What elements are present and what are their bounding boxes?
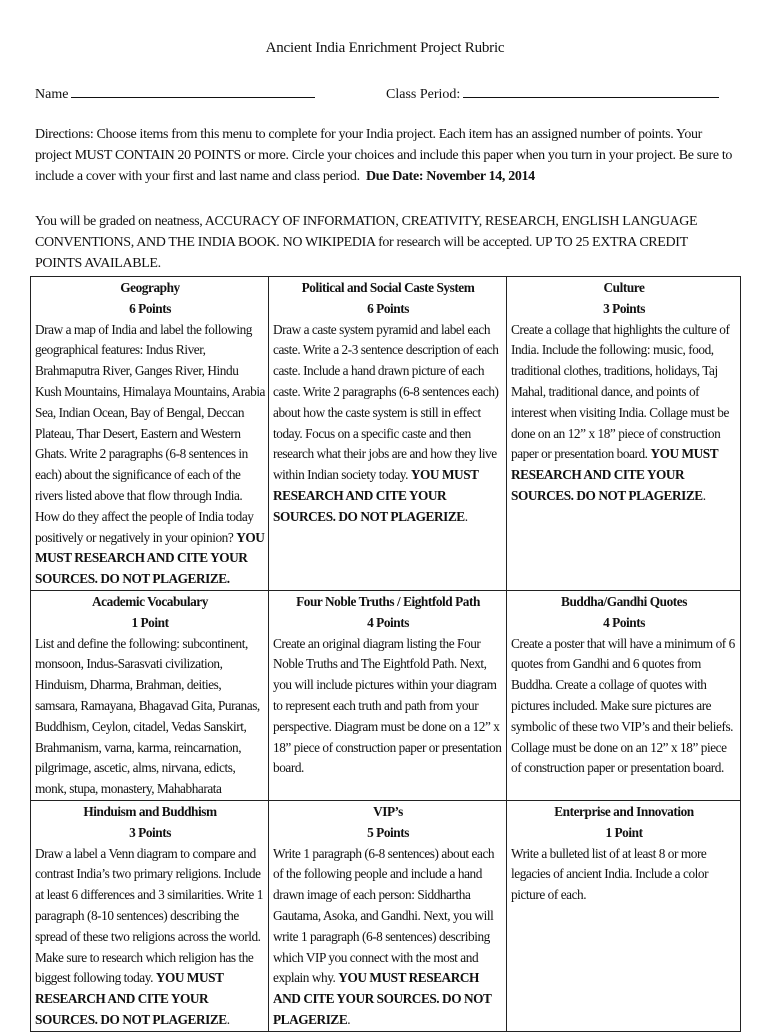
choice-points: 5 Points [367, 824, 409, 840]
choice-description [273, 634, 503, 780]
choice-text: Draw a map of India and label the following geographical features: Indus River, Brahmaputra River, Ganges River, Hindu Kush Mountains, Himalaya Mountains, Arabia Sea, Indian Ocean, Bay of Bengal, Deccan Plateau, Thar Desert, Eastern and Western Ghats. Write 2 paragraphs (6-8 sentences in each) about the significance of each of the rivers listed above that flow through India. How do they affect the people of India today positively or negatively in your opinion? [35, 321, 266, 545]
choice-points: 1 Point [605, 824, 643, 840]
name-blank-line[interactable] [71, 83, 315, 98]
name-field[interactable] [35, 83, 315, 103]
trailing-punctuation: . [347, 1011, 351, 1027]
choice-text: Create a collage that highlights the culture of India. Include the following: music, food, traditional clothes, traditions, holidays, Taj Mahal, traditional dance, and points of interest when visiting India. Collage must be done on an 12” x 18” piece of construction paper or presentation board. [511, 321, 730, 462]
choice-title: Enterprise and Innovation [554, 803, 694, 819]
choice-title: Academic Vocabulary [92, 593, 208, 609]
choice-text: List and define the following: subcontinent, monsoon, Indus-Sarasvati civilization, Hinduism, Dharma, Brahman, deities, samsara, Ramayana, Bhagavad Gita, Puranas, Buddhism, Ceylon, citadel, Vedas Sanskirt, Brahmanism, varna, karma, reincarnation, pilgrimage, ascetic, alms, nirvana, edicts, monk, stupa, monastery, Mahabharata [35, 635, 260, 797]
choice-title: Buddha/Gandhi Quotes [561, 593, 687, 609]
choice-title: Hinduism and Buddhism [83, 803, 217, 819]
rubric-choice-cell[interactable] [31, 800, 269, 1031]
rubric-choice-cell[interactable] [31, 277, 269, 591]
choice-text: Create an original diagram listing the Four Noble Truths and The Eightfold Path. Next, you will include pictures within your diagram to represent each truth and path from your perspective. Diagram must be done on a 12” x 18” piece of construction paper or presentation board. [273, 635, 502, 776]
choice-points: 4 Points [367, 614, 409, 630]
rubric-choice-cell[interactable] [269, 277, 507, 591]
trailing-punctuation: . [702, 487, 706, 503]
choice-text: Create a poster that will have a minimum of 6 quotes from Gandhi and 6 quotes from Buddha. Create a collage of quotes with pictures included. Make sure pictures are symbolic of these two VIP’s and their beliefs. Collage must be done on an 12” x 18” piece of construction paper or presentation board. [511, 635, 735, 776]
choice-description [35, 634, 265, 800]
choice-title: VIP’s [373, 803, 403, 819]
choice-description [35, 844, 265, 1031]
rubric-row [31, 277, 741, 591]
citation-warning: YOU MUST RESEARCH AND CITE YOUR SOURCES. DO NOT PLAGERIZE [273, 467, 479, 524]
rubric-table [30, 276, 741, 1032]
class-period-label: Class Period: [386, 87, 461, 102]
directions-text: Directions: Choose items from this menu to complete for your India project. Each item has an assigned number of points. Your project MUST CONTAIN 20 POINTS or more. Circle your choices and include this paper when you turn in your project. Be sure to include a cover with your first and last name and class period. [35, 127, 733, 184]
choice-points: 1 Point [131, 614, 169, 630]
choice-text: Draw a caste system pyramid and label each caste. Write a 2-3 sentence description of each caste. Include a hand drawn picture of each caste. Write 2 paragraphs (6-8 sentences each) about how the caste system is still in effect today. Focus on a specific caste and then research what their jobs are and how they live within Indian society today. [273, 321, 499, 483]
citation-warning: YOU MUST RESEARCH AND CITE YOUR SOURCES. DO NOT PLAGERIZE. [35, 529, 265, 587]
rubric-choice-cell[interactable] [507, 800, 741, 1031]
directions-paragraph [35, 124, 735, 187]
rubric-choice-cell[interactable] [507, 277, 741, 591]
rubric-choice-cell[interactable] [507, 590, 741, 800]
class-period-field[interactable] [386, 83, 719, 103]
grading-paragraph: You will be graded on neatness, ACCURACY OF INFORMATION, CREATIVITY, RESEARCH, ENGLISH LANGUAGE CONVENTIONS, AND THE INDIA BOOK. NO WIKIPEDIA for research will be accepted. UP TO 25 EXTRA CREDIT POINTS AVAILABLE. [35, 214, 698, 271]
citation-warning: YOU MUST RESEARCH AND CITE YOUR SOURCES. DO NOT PLAGERIZE [511, 446, 718, 503]
choice-description [511, 844, 737, 906]
choice-title: Four Noble Truths / Eightfold Path [296, 593, 480, 609]
choice-title: Political and Social Caste System [301, 280, 475, 295]
choice-description [273, 320, 503, 528]
choice-text: Draw a label a Venn diagram to compare and contrast India’s two primary religions. Include at least 6 differences and 3 similarities. Write 1 paragraph (8-10 sentences) describing the spread of these two religions across the world. Make sure to research which religion has the biggest following today. [35, 845, 263, 986]
choice-description [511, 634, 737, 780]
trailing-punctuation: . [226, 1011, 230, 1027]
choice-points: 4 Points [603, 614, 645, 630]
rubric-choice-cell[interactable] [269, 590, 507, 800]
choice-text: Write 1 paragraph (6-8 sentences) about each of the following people and include a hand drawn image of each person: Siddhartha Gautama, Asoka, and Gandhi. Next, you will write 1 paragraph (6-8 sentences) describing which VIP you connect with the most and explain why. [273, 845, 495, 986]
trailing-punctuation: . [464, 508, 468, 524]
page-title: Ancient India Enrichment Project Rubric [265, 40, 505, 56]
choice-description [511, 320, 737, 507]
choice-description [273, 844, 503, 1031]
citation-warning: YOU MUST RESEARCH AND CITE YOUR SOURCES. DO NOT PLAGERIZE [273, 970, 492, 1027]
name-label: Name [35, 87, 69, 102]
rubric-choice-cell[interactable] [269, 800, 507, 1031]
rubric-row [31, 800, 741, 1031]
choice-points: 3 Points [603, 300, 645, 316]
choice-text: Write a bulleted list of at least 8 or more legacies of ancient India. Include a color picture of each. [511, 845, 709, 903]
choice-points: 6 Points [367, 300, 409, 316]
choice-title: Culture [603, 280, 645, 295]
choice-description [35, 320, 265, 590]
citation-warning: YOU MUST RESEARCH AND CITE YOUR SOURCES. DO NOT PLAGERIZE [35, 970, 227, 1027]
due-date: Due Date: November 14, 2014 [366, 169, 535, 184]
rubric-choice-cell[interactable] [31, 590, 269, 800]
choice-title: Geography [120, 280, 180, 295]
choice-points: 3 Points [129, 824, 171, 840]
class-period-blank-line[interactable] [463, 83, 719, 98]
choice-points: 6 Points [129, 300, 171, 316]
rubric-row [31, 590, 741, 800]
